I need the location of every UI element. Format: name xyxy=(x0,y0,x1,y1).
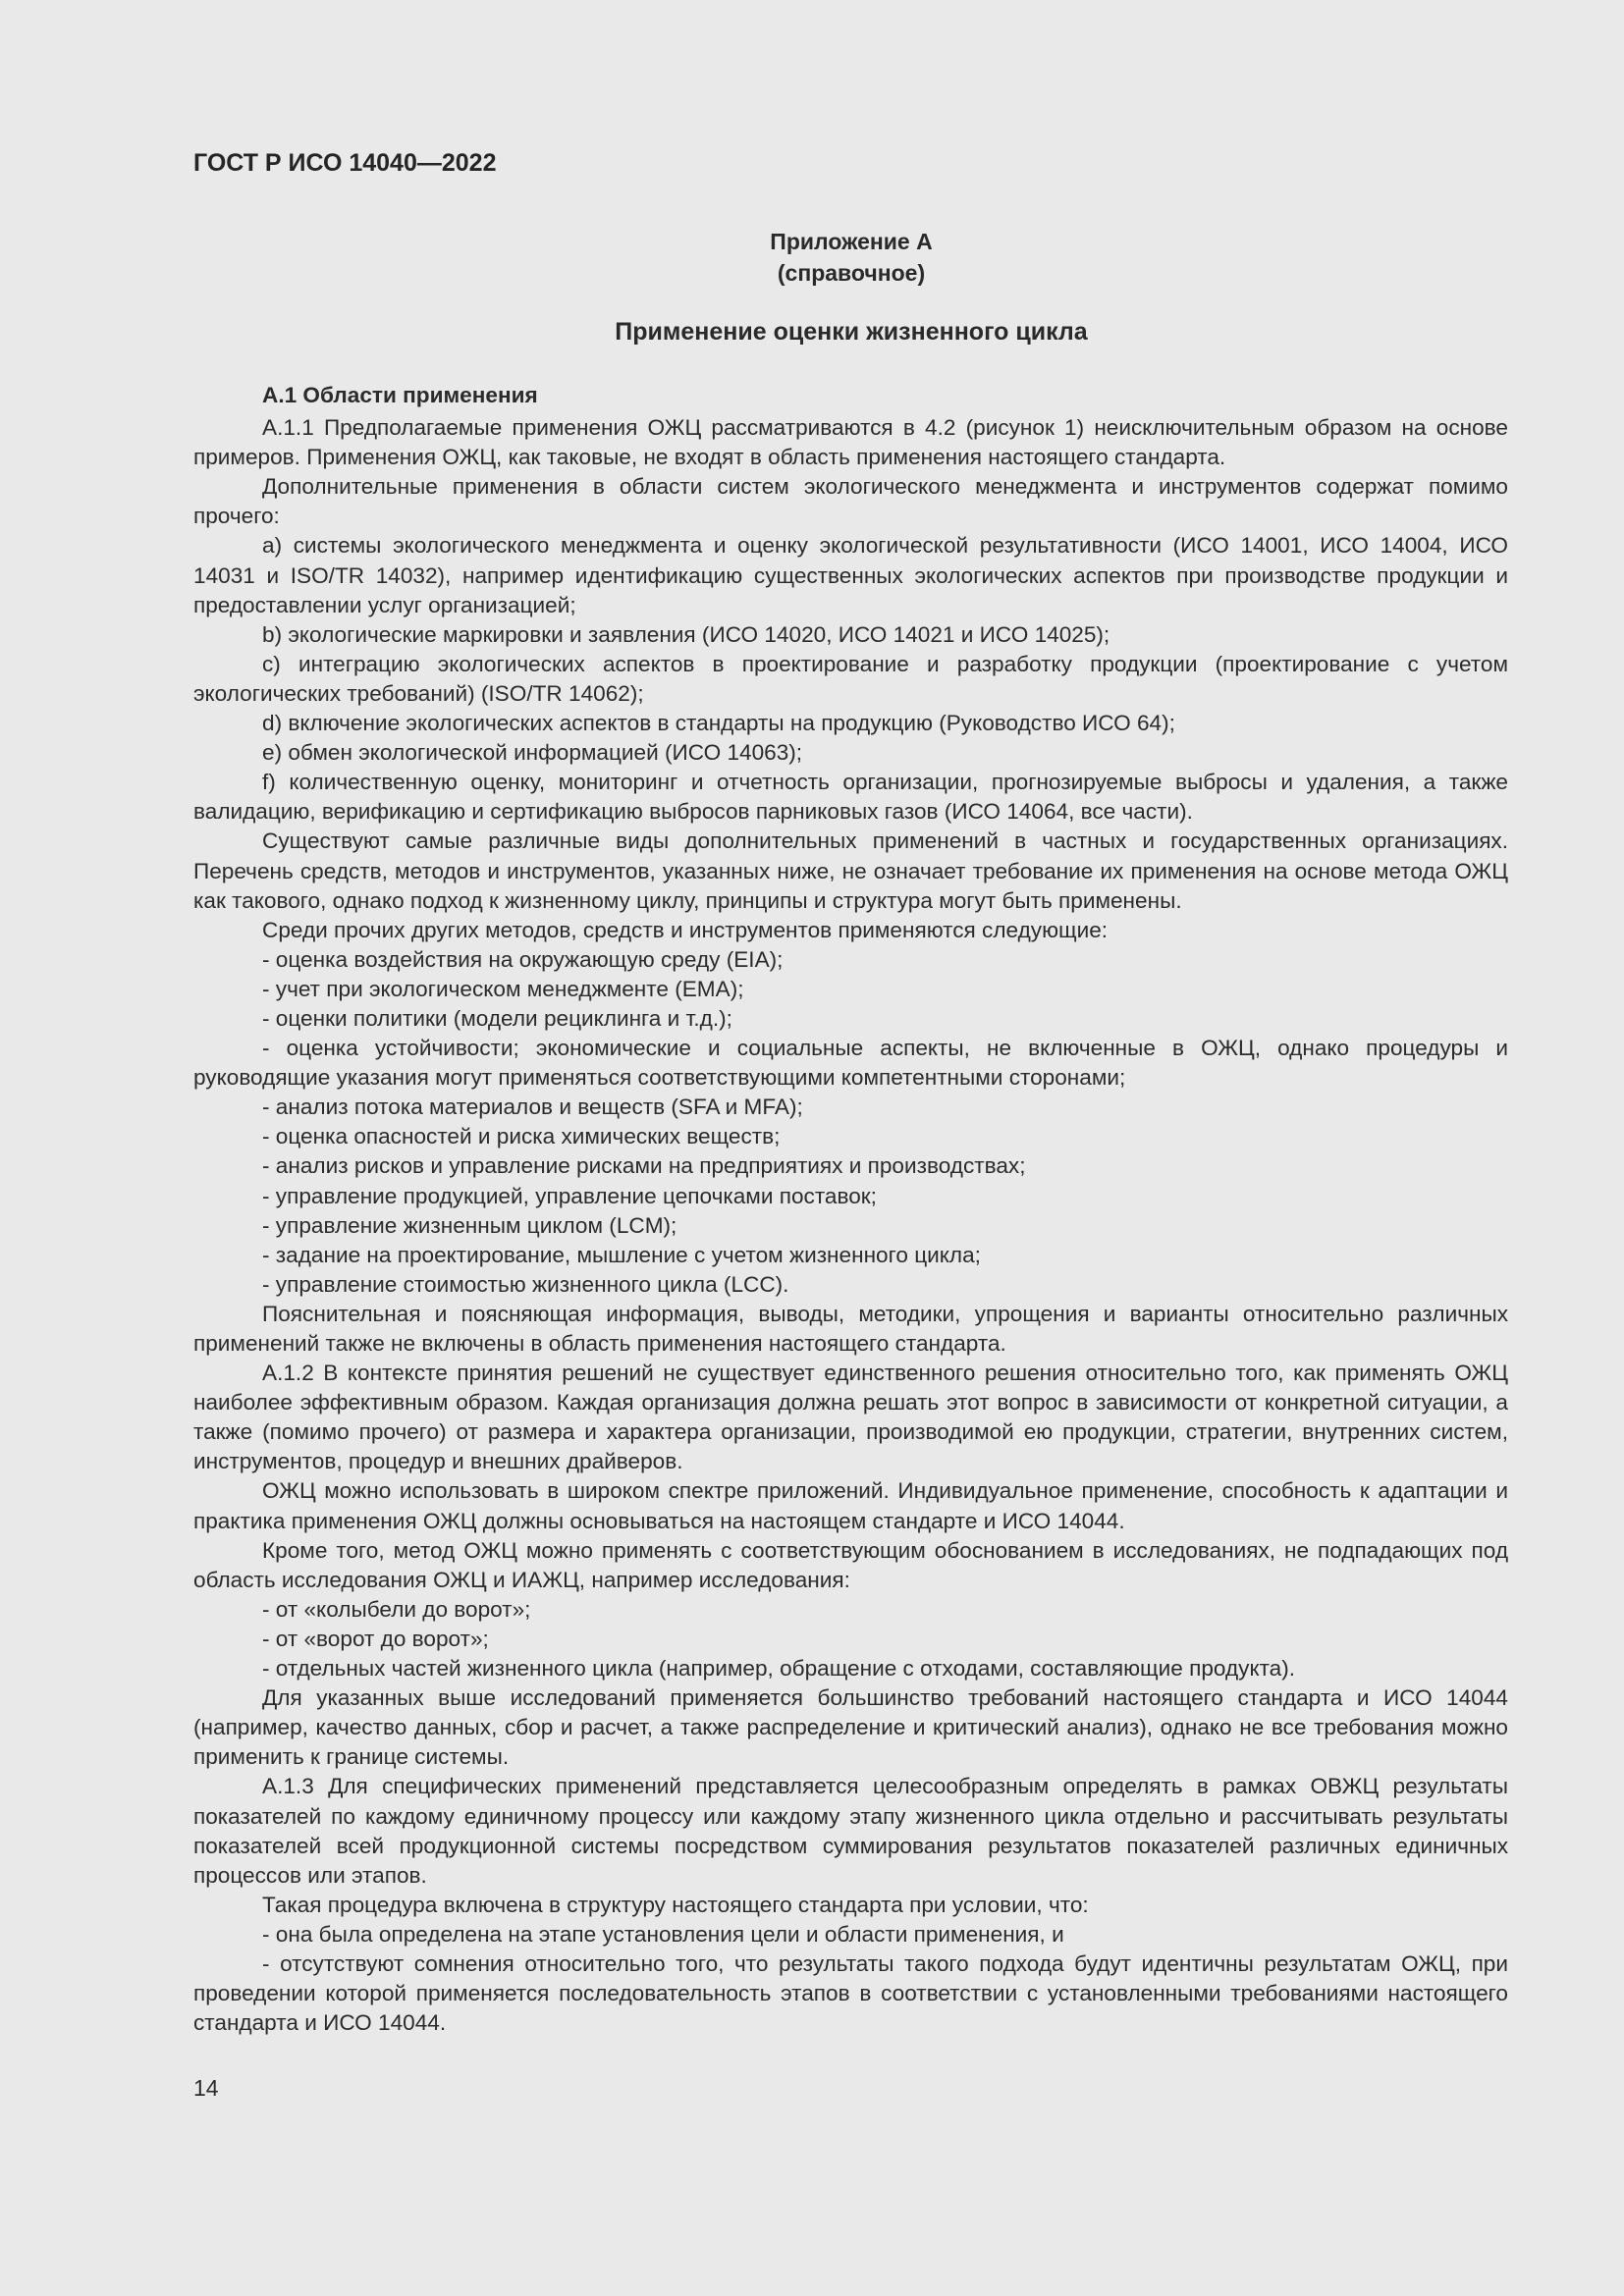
list-item: d) включение экологических аспектов в стандарты на продукцию (Руководство ИСО 64); xyxy=(262,711,1175,736)
dash-item: - отдельных частей жизненного цикла (например, обращение с отходами, составляющие продукта). xyxy=(262,1656,1296,1682)
paragraph: Существуют самые различные виды дополнительных применений в частных и государственных организациях. Перечень средств, методов и инструментов, указанных ниже, не означает требование их применения на основе метода ОЖЦ как такового, однако подход к жизненному циклу, принципы и структура могут быть применены. xyxy=(193,828,1508,913)
paragraph: Для указанных выше исследований применяется большинство требований настоящего стандарта и ИСО 14044 (например, качество данных, сбор и расчет, а также распределение и критический анализ), однако не все требования можно применить к границе системы. xyxy=(193,1685,1508,1770)
dash-item: - управление жизненным циклом (LCM); xyxy=(262,1212,677,1238)
annex-heading xyxy=(193,226,1509,289)
dash-item: - анализ рисков и управление рисками на предприятиях и производствах; xyxy=(262,1153,1026,1179)
section-heading: А.1 Области применения xyxy=(262,383,538,407)
list-item: b) экологические маркировки и заявления (ИСО 14020, ИСО 14021 и ИСО 14025); xyxy=(262,621,1110,647)
paragraph: А.1.2 В контексте принятия решений не существует единственного решения относительно того, как применять ОЖЦ наиболее эффективным образом. Каждая организация должна решать этот вопрос в зависимости от конкретной ситуации, а также (помимо прочего) от размера и характера организации, производимой ею продукции, стратегии, внутренних систем, инструментов, процедур и внешних драйверов. xyxy=(193,1361,1508,1474)
list-item: e) обмен экологической информацией (ИСО 14063); xyxy=(262,740,803,766)
paragraph: Пояснительная и поясняющая информация, выводы, методики, упрощения и варианты относительно различных применений также не включены в область применения настоящего стандарта. xyxy=(193,1301,1508,1356)
dash-item: - отсутствуют сомнения относительно того, что результаты такого подхода будут идентичны результатам ОЖЦ, при проведении которой применяется последовательность этапов в соответствии с установленными требованиями настоящего стандарта и ИСО 14044. xyxy=(193,1950,1508,2036)
paragraph: ОЖЦ можно использовать в широком спектре приложений. Индивидуальное применение, способность к адаптации и практика применения ОЖЦ должны основываться на настоящем стандарте и ИСО 14044. xyxy=(193,1478,1508,1533)
annex-label: Приложение А xyxy=(770,229,933,254)
dash-item: - оценки политики (модели рециклинга и т.д.); xyxy=(262,1005,732,1031)
paragraph: Среди прочих других методов, средств и инструментов применяются следующие: xyxy=(262,917,1109,942)
dash-item: - управление продукцией, управление цепочками поставок; xyxy=(262,1183,877,1208)
dash-item: - от «ворот до ворот»; xyxy=(262,1626,489,1651)
dash-item: - она была определена на этапе установления цели и области применения, и xyxy=(262,1921,1064,1947)
dash-item: - от «колыбели до ворот»; xyxy=(262,1596,531,1622)
dash-item: - учет при экологическом менеджменте (EMA); xyxy=(262,976,744,1001)
annex-title: Применение оценки жизненного цикла xyxy=(615,318,1088,346)
page-number: 14 xyxy=(193,2075,219,2101)
dash-item: - управление стоимостью жизненного цикла (LCC). xyxy=(262,1271,789,1297)
list-item: f) количественную оценку, мониторинг и отчетность организации, прогнозируемые выбросы и удаления, а также валидацию, верификацию и сертификацию выбросов парниковых газов (ИСО 14064, все части). xyxy=(193,770,1508,825)
paragraph: А.1.1 Предполагаемые применения ОЖЦ рассматриваются в 4.2 (рисунок 1) неисключительным образом на основе примеров. Применения ОЖЦ, как таковые, не входят в область применения настоящего стандарта. xyxy=(193,415,1508,470)
document-body xyxy=(193,381,1508,2038)
dash-item: - оценка устойчивости; экономические и социальные аспекты, не включенные в ОЖЦ, однако процедуры и руководящие указания могут применяться соответствующими компетентными сторонами; xyxy=(193,1036,1508,1091)
list-item: a) системы экологического менеджмента и оценку экологической результативности (ИСО 14001, ИСО 14004, ИСО 14031 и ISO/TR 14032), например идентификацию существенных экологических аспектов при производстве продукции и предоставлении услуг организацией; xyxy=(193,533,1508,617)
dash-item: - оценка опасностей и риска химических веществ; xyxy=(262,1124,781,1149)
paragraph: А.1.3 Для специфических применений представляется целесообразным определять в рамках ОВЖЦ результаты показателей по каждому единичному процессу или каждому этапу жизненного цикла отдельно и рассчитывать результаты показателей всей продукционной системы посредством суммирования результатов показателей различных единичных процессов или этапов. xyxy=(193,1774,1508,1888)
dash-item: - анализ потока материалов и веществ (SFA и MFA); xyxy=(262,1095,803,1120)
paragraph: Такая процедура включена в структуру настоящего стандарта при условии, что: xyxy=(262,1892,1089,1917)
paragraph: Дополнительные применения в области систем экологического менеджмента и инструментов содержат помимо прочего: xyxy=(193,474,1508,529)
annex-type: (справочное) xyxy=(777,260,926,286)
dash-item: - оценка воздействия на окружающую среду (EIA); xyxy=(262,946,784,972)
standard-header: ГОСТ Р ИСО 14040—2022 xyxy=(193,149,497,177)
list-item: c) интеграцию экологических аспектов в проектирование и разработку продукции (проектирование с учетом экологических требований) (ISO/TR 14062); xyxy=(193,651,1508,706)
dash-item: - задание на проектирование, мышление с учетом жизненного цикла; xyxy=(262,1242,981,1267)
paragraph: Кроме того, метод ОЖЦ можно применять с соответствующим обоснованием в исследованиях, не подпадающих под область исследования ОЖЦ и ИАЖЦ, например исследования: xyxy=(193,1537,1508,1592)
